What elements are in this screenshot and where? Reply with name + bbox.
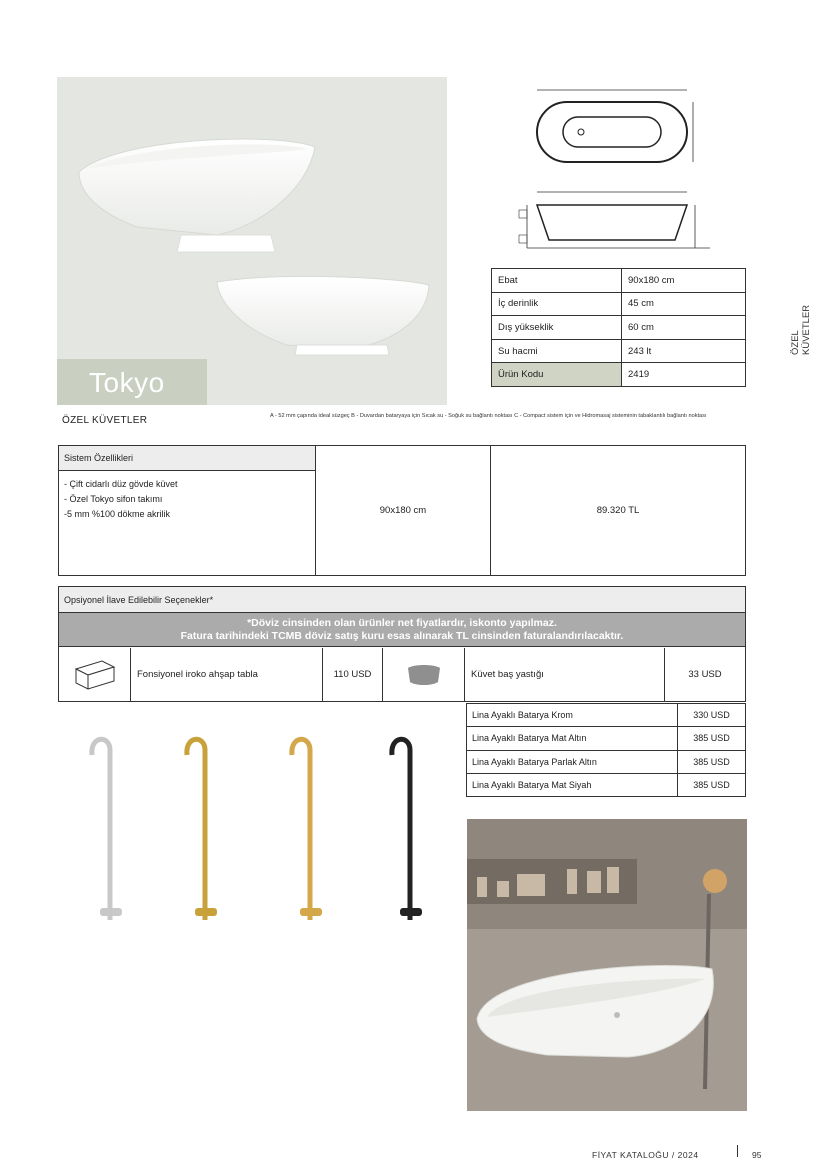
system-price: 89.320 TL: [596, 505, 640, 516]
technical-drawing: [515, 80, 715, 260]
product-title-box: [57, 359, 207, 405]
spec-value: 243 lt: [622, 339, 746, 363]
faucet-product-images: [70, 730, 450, 930]
faucet-row: [467, 773, 746, 796]
faucet-price: 385 USD: [678, 773, 746, 796]
optional-item-name: Küvet baş yastığı: [465, 648, 665, 701]
footer-divider: [737, 1145, 738, 1157]
system-table: [58, 445, 746, 576]
headrest-thumbnail: [383, 648, 465, 701]
hero-product-photo: [57, 77, 447, 405]
footer-catalog: FİYAT KATALOĞU / 2024: [592, 1150, 699, 1160]
system-size: 90x180 cm: [316, 446, 491, 575]
wood-tray-icon: [72, 657, 118, 693]
optional-item-name: Fonsiyonel iroko ahşap tabla: [131, 648, 323, 701]
spec-row-product-code: [492, 363, 746, 387]
faucet-name: Lina Ayaklı Batarya Mat Siyah: [467, 773, 678, 796]
optional-item-price: 33 USD: [688, 669, 722, 680]
product-title: Tokyo: [89, 367, 165, 398]
side-label-line2: KÜVETLER: [801, 304, 812, 355]
page-number: 95: [752, 1150, 762, 1160]
feature-list: [59, 471, 315, 528]
section-title: ÖZEL KÜVETLER: [62, 415, 148, 426]
faucet-price: 330 USD: [678, 704, 746, 727]
spec-value: 45 cm: [622, 292, 746, 316]
spec-label: İç derinlik: [492, 292, 622, 316]
headrest-icon: [404, 662, 444, 688]
faucet-matte-gold: [187, 739, 217, 920]
spec-value: 60 cm: [622, 316, 746, 340]
optional-item-price: 110 USD: [323, 648, 383, 701]
spec-value: 2419: [622, 363, 746, 387]
optional-row: [59, 648, 745, 701]
side-label-line1: ÖZEL: [790, 330, 801, 355]
faucet-name: Lina Ayaklı Batarya Parlak Altın: [467, 750, 678, 773]
faucet-price-table: [466, 703, 746, 797]
spec-row: [492, 339, 746, 363]
faucet-row: [467, 727, 746, 750]
optional-items-table: [58, 586, 746, 702]
optional-header: Opsiyonel İlave Edilebilir Seçenekler*: [59, 587, 745, 613]
feature-item: - Özel Tokyo sifon takımı: [64, 494, 163, 504]
faucet-price: 385 USD: [678, 727, 746, 750]
spec-row: [492, 269, 746, 293]
wood-tray-thumbnail: [59, 648, 131, 701]
spec-label: Ebat: [492, 269, 622, 293]
faucet-row: [467, 750, 746, 773]
system-features-column: [59, 446, 316, 575]
notice-line-2: Fatura tarihindeki TCMB döviz satış kuru esas alınarak TL cinsinden faturalandırılacaktır.: [180, 630, 624, 642]
connection-legend: A - 52 mm çapında ideal süzgeç B - Duvardan bataryaya için Sıcak su - Soğuk su bağlantı noktası C - Compact sistem için ve Hidromasaj sisteminin tabaklantılı bağlantı noktası: [270, 413, 707, 419]
faucet-row: [467, 704, 746, 727]
bathtub-render: [57, 77, 447, 405]
feature-item: -5 mm %100 dökme akrilik: [64, 509, 171, 519]
faucet-gloss-gold: [292, 739, 322, 920]
spec-table: [491, 268, 746, 387]
faucet-name: Lina Ayaklı Batarya Mat Altın: [467, 727, 678, 750]
side-category-label: [790, 300, 820, 360]
notice-line-1: *Döviz cinsinden olan ürünler net fiyatlardır, iskonto yapılmaz.: [247, 617, 557, 629]
spec-label: Ürün Kodu: [492, 363, 622, 387]
faucet-name: Lina Ayaklı Batarya Krom: [467, 704, 678, 727]
spec-label: Su hacmi: [492, 339, 622, 363]
currency-notice: [59, 613, 745, 647]
spec-label: Dış yükseklik: [492, 316, 622, 340]
system-header: Sistem Özellikleri: [59, 446, 315, 471]
faucet-price: 385 USD: [678, 750, 746, 773]
bathroom-lifestyle-photo: [467, 819, 747, 1111]
spec-row: [492, 292, 746, 316]
faucet-chrome: [92, 739, 122, 920]
feature-item: - Çift cidarlı düz gövde küvet: [64, 479, 178, 489]
spec-value: 90x180 cm: [622, 269, 746, 293]
faucet-matte-black: [392, 739, 422, 920]
spec-row: [492, 316, 746, 340]
